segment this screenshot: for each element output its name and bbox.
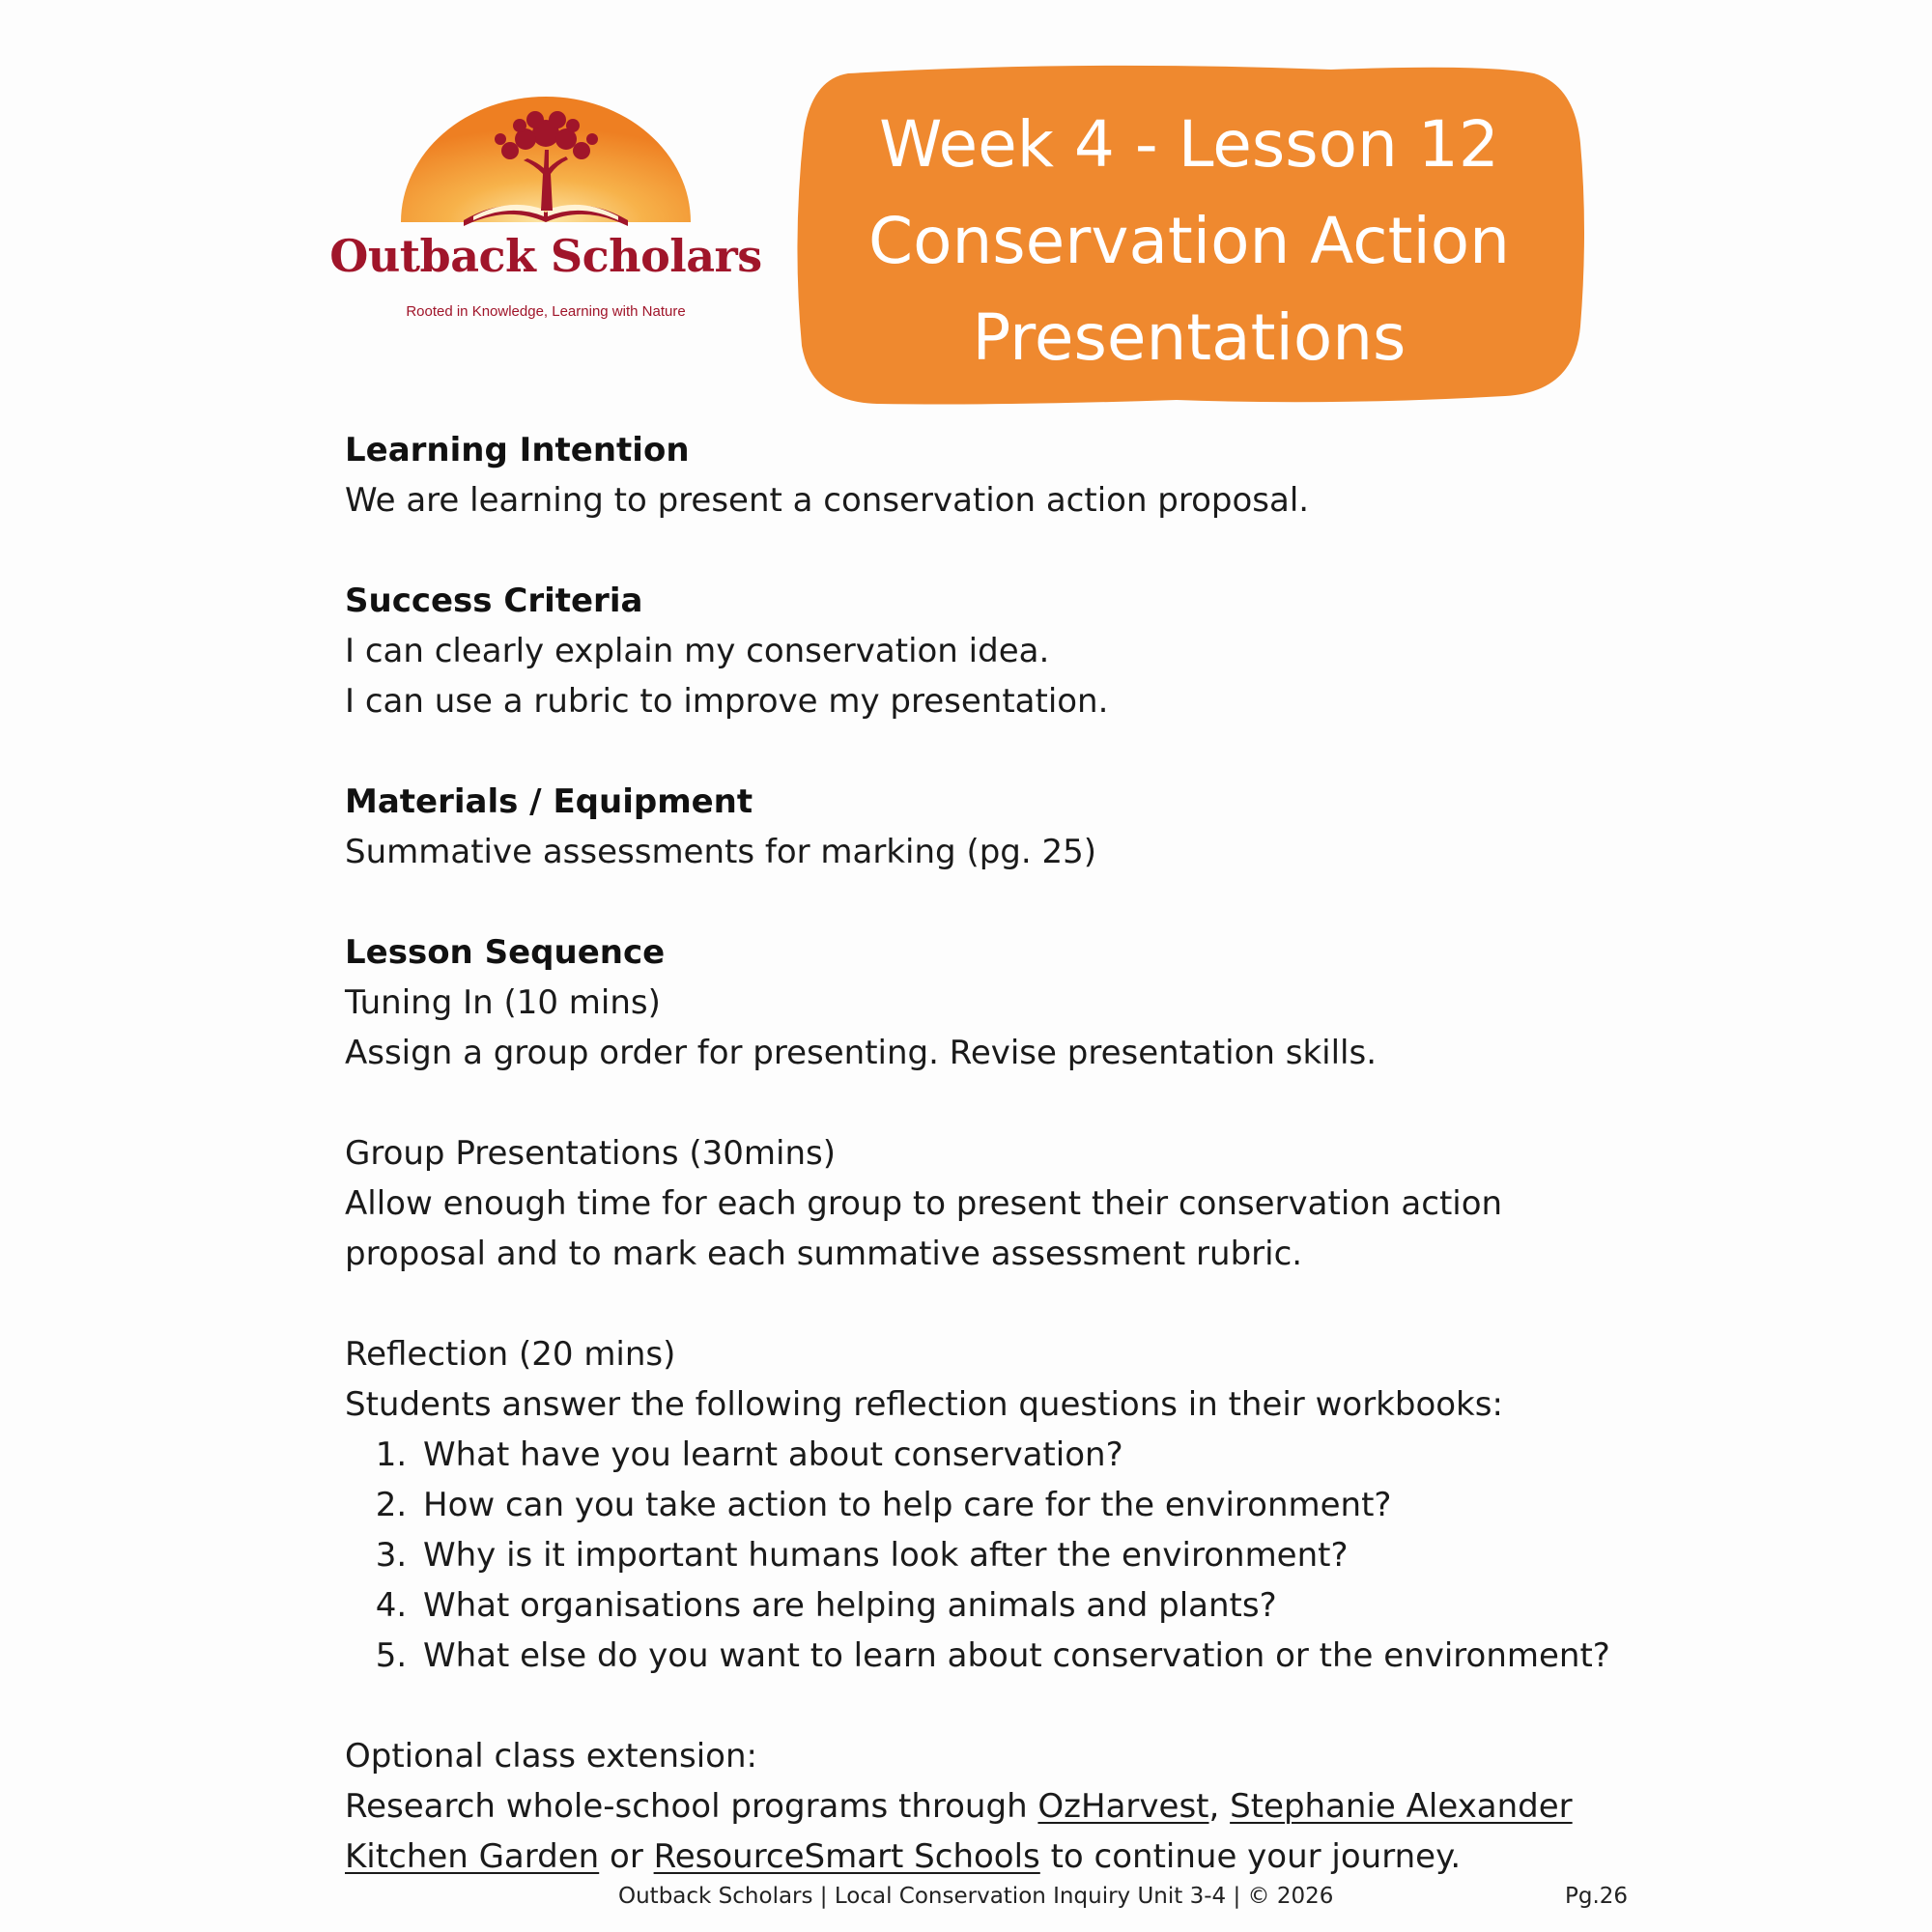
- stephanie-alexander-link[interactable]: Stephanie Alexander: [1230, 1787, 1573, 1826]
- resourcesmart-schools-link[interactable]: ResourceSmart Schools: [653, 1837, 1040, 1876]
- reflection-question: 2. How can you take action to help care for the environment?: [417, 1480, 1601, 1530]
- reflection-title: Reflection (20 mins): [345, 1335, 676, 1374]
- reflection-intro: Students answer the following reflection questions in their workbooks:: [345, 1385, 1503, 1424]
- reflection-question: 1. What have you learnt about conservation?: [417, 1430, 1601, 1480]
- reflection-question: 4. What organisations are helping animals and plants?: [417, 1580, 1601, 1631]
- logo-tagline: Rooted in Knowledge, Learning with Nature: [406, 303, 686, 320]
- group-presentations-text: Allow enough time for each group to present their conservation action: [345, 1184, 1503, 1223]
- lesson-title-banner: [790, 56, 1588, 413]
- tree-on-open-book-icon: [319, 97, 773, 232]
- extension-separator: or: [599, 1837, 654, 1876]
- success-criteria-heading: Success Criteria: [345, 582, 643, 620]
- group-presentations-text: proposal and to mark each summative assessment rubric.: [345, 1235, 1303, 1273]
- reflection-question: 5. What else do you want to learn about conservation or the environment?: [417, 1631, 1601, 1681]
- learning-intention-heading: Learning Intention: [345, 431, 690, 469]
- title-line-2: Conservation Action: [867, 204, 1511, 278]
- footer-text: Outback Scholars | Local Conservation Inquiry Unit 3-4 | © 2026: [618, 1884, 1334, 1909]
- ozharvest-link[interactable]: OzHarvest: [1037, 1787, 1209, 1826]
- materials-text: Summative assessments for marking (pg. 25): [345, 833, 1097, 871]
- page-number: Pg.26: [1565, 1884, 1629, 1909]
- extension-suffix: to continue your journey.: [1039, 1837, 1462, 1876]
- lesson-content: [345, 425, 1610, 1882]
- extension-line-2: [345, 1832, 1601, 1882]
- group-presentations-title: Group Presentations (30mins): [345, 1134, 836, 1173]
- success-criteria-item: I can clearly explain my conservation idea.: [345, 632, 1050, 670]
- success-criteria-item: I can use a rubric to improve my presentation.: [345, 682, 1109, 721]
- reflection-question: 3. Why is it important humans look after the environment?: [417, 1530, 1601, 1580]
- title-line-3: Presentations: [972, 300, 1406, 375]
- logo-name: Outback Scholars: [329, 230, 762, 282]
- materials-heading: Materials / Equipment: [345, 782, 753, 821]
- lesson-sequence-heading: Lesson Sequence: [345, 933, 666, 972]
- tuning-in-text: Assign a group order for presenting. Revise presentation skills.: [345, 1034, 1378, 1072]
- page-footer: [0, 1884, 1932, 1913]
- learning-intention-text: We are learning to present a conservation action proposal.: [345, 481, 1310, 520]
- outback-scholars-logo: [319, 97, 773, 338]
- extension-line-1: [345, 1781, 1601, 1832]
- extension-prefix: Research whole-school programs through: [345, 1787, 1038, 1826]
- reflection-questions-list: [345, 1430, 1610, 1681]
- extension-title: Optional class extension:: [345, 1737, 757, 1776]
- extension-separator: ,: [1208, 1787, 1231, 1826]
- title-line-1: Week 4 - Lesson 12: [879, 107, 1499, 182]
- kitchen-garden-link[interactable]: Kitchen Garden: [345, 1837, 600, 1876]
- tuning-in-title: Tuning In (10 mins): [345, 983, 661, 1022]
